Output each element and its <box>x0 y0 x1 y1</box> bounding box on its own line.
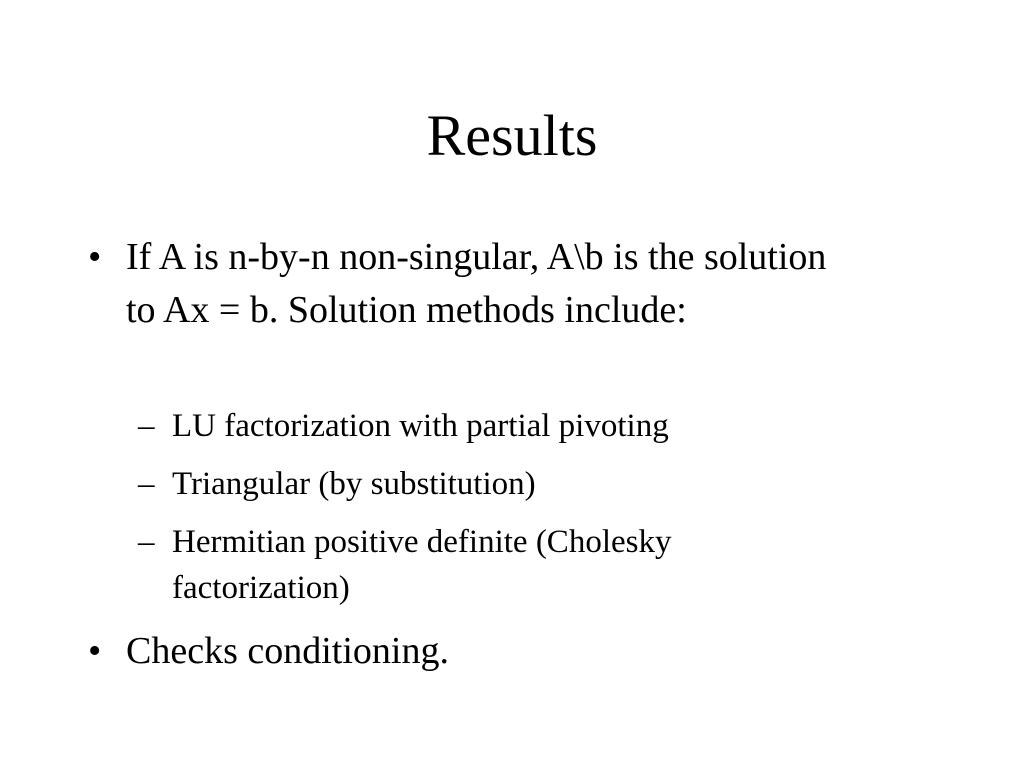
sub-bullet-marker: – <box>138 408 155 444</box>
sub-bullet-text: Hermitian positive definite (Cholesky factorization) <box>172 524 672 606</box>
bullet-item <box>88 231 828 337</box>
sub-bullet-text: LU factorization with partial pivoting <box>172 408 669 444</box>
sub-bullet-item <box>138 461 798 507</box>
bullet-marker: • <box>88 630 102 672</box>
bullet-text: Checks conditioning. <box>126 630 449 672</box>
sub-bullet-marker: – <box>138 466 155 502</box>
bullet-item <box>88 625 828 678</box>
slide-title: Results <box>426 103 598 168</box>
bullet-text: If A is n-by-n non-singular, A\b is the solution to Ax = b. Solution methods include: <box>126 236 827 331</box>
bullet-marker: • <box>88 236 102 278</box>
sub-bullet-item <box>138 403 798 449</box>
sub-bullet-text: Triangular (by substitution) <box>172 466 536 502</box>
sub-bullet-marker: – <box>138 524 155 560</box>
sub-bullet-item <box>138 519 798 611</box>
